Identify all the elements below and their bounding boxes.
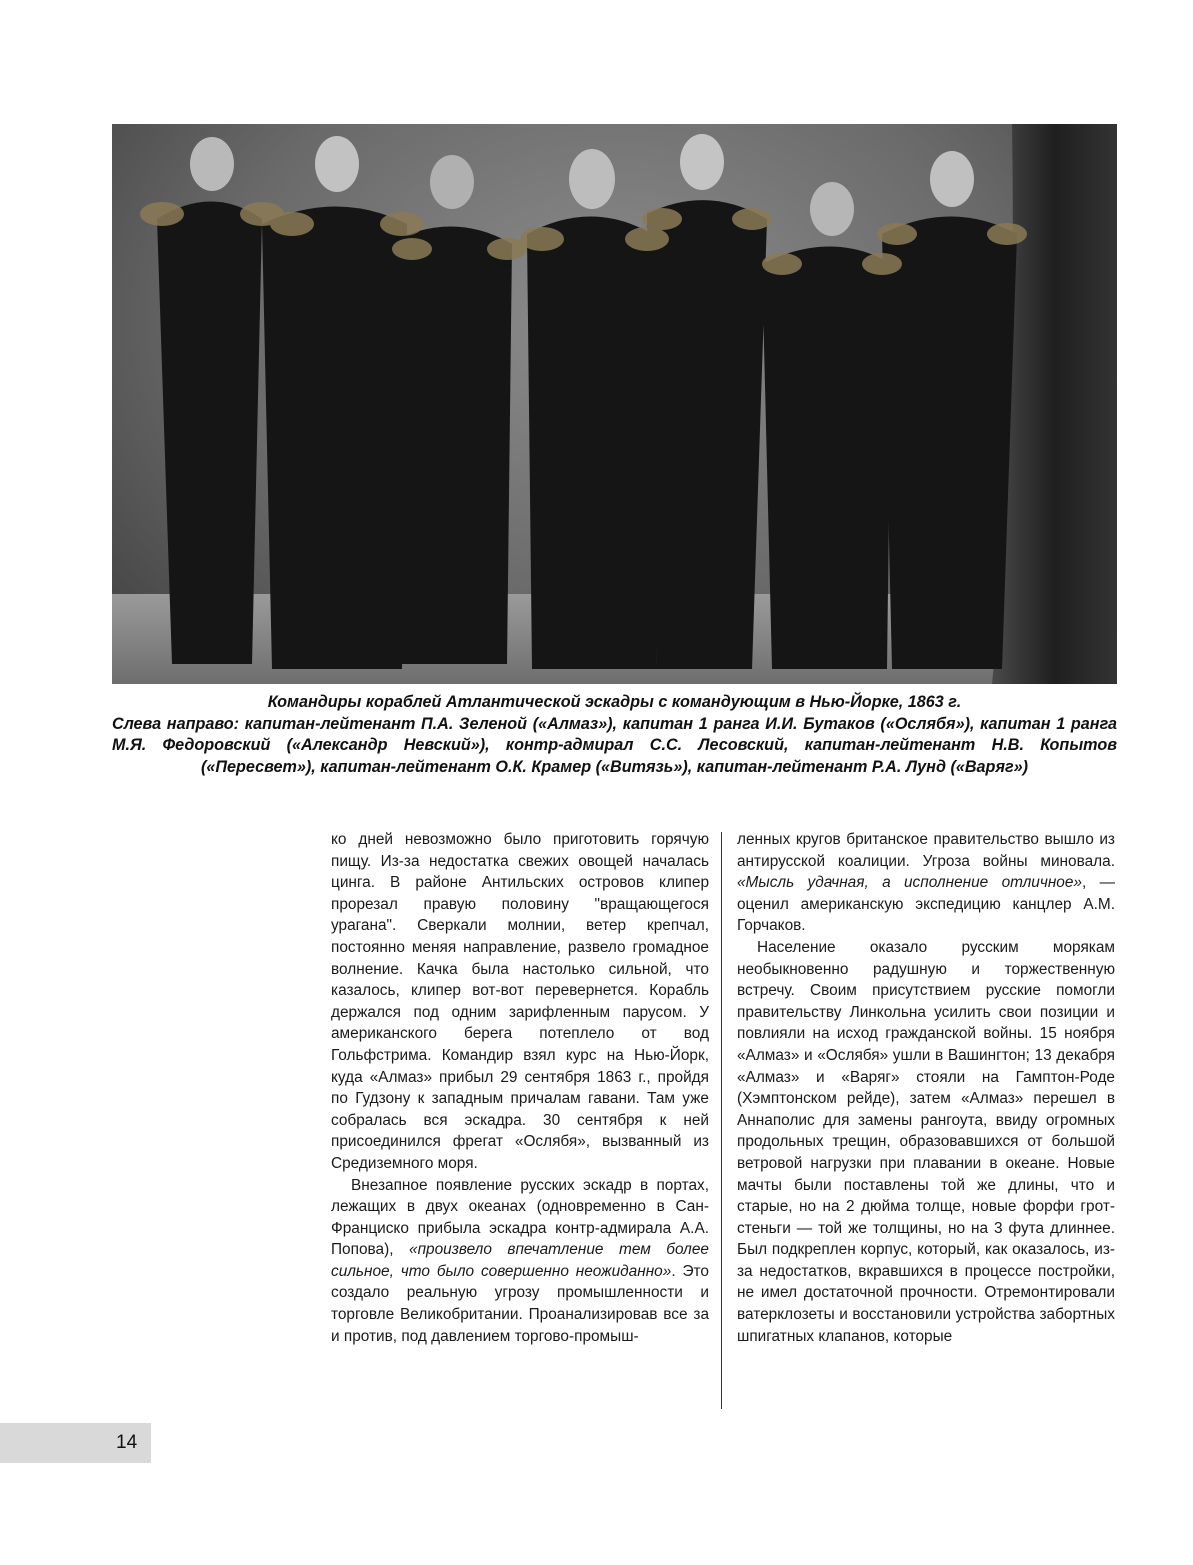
left-p2-end: . Это создало реальную угрозу промышленности и торговле Великобритании. Проанализировав все за и против, под давлением торгово-промыш- <box>331 1262 709 1345</box>
right-p1-start: ленных кругов британское правительство вышло из антирусской коалиции. Угроза войны миновала. <box>737 831 1115 870</box>
right-p1-end: , — оценил американскую экспедицию канцлер А.М. Горчаков. <box>737 874 1115 935</box>
left-p2-start: Внезапное появление русских эскадр в портах, лежащих в двух океанах (одновременно в Сан-Франциско прибыла эскадра контр-адмирала А.А. Попова), <box>331 1176 709 1259</box>
caption-title: Командиры кораблей Атлантической эскадры с командующим в Нью-Йорке, 1863 г. <box>267 693 962 711</box>
caption-body: Слева направо: капитан-лейтенант П.А. Зеленой («Алмаз»), капитан 1 ранга И.И. Бутаков («Ослябя»), капитан 1 ранга М.Я. Федоровский («Александр Невский»), контр-адмирал С.С. Лесовский, капитан-лейтенант Н.В. Копытов («Пересвет»), капитан-лейтенант О.К. Крамер («Витязь»), капитан-лейтенант Р.А. Лунд («Варяг») <box>112 714 1117 776</box>
left-paragraph-1: ко дней невозможно было приготовить горячую пищу. Из-за недостатка свежих овощей началась цинга. В районе Антильских островов клипер прорезал правую половину "вращающегося урагана". Сверкали молнии, ветер крепчал, постоянно меняя направление, развело громадное волнение. Качка была настолько сильной, что казалось, клипер вот-вот перевернется. Корабль держался под одним зарифленным парусом. У американского берега потеплело от вод Гольфстрима. Командир взял курс на Нью-Йорк, куда «Алмаз» прибыл 29 сентября 1863 г., пройдя по Гудзону к западным причалам гавани. Там уже собралась вся эскадра. 30 сентября к ней присоединился фрегат «Ослябя», вызванный из Средиземного моря. <box>331 831 709 1172</box>
right-p1-quote: «Мысль удачная, а исполнение отличное» <box>737 874 1082 892</box>
column-divider <box>721 832 722 1409</box>
right-column <box>737 829 1115 1347</box>
left-column <box>331 829 709 1347</box>
left-paragraph-2 <box>331 1175 709 1348</box>
officers-photo-icon <box>112 124 1117 684</box>
right-paragraph-2: Население оказало русским морякам необыкновенно радушную и торжественную встречу. Своим присутствием русские помогли правительству Линкольна усилить свои позиции и повлияли на исход гражданской войны. 15 ноября «Алмаз» и «Ослябя» ушли в Вашингтон; 13 декабря «Алмаз» и «Варяг» стояли на Гамптон-Роде (Хэмптонском рейде), затем «Алмаз» перешел в Аннаполис для замены рангоута, ввиду огромных продольных трещин, образовавшихся от большой ветровой нагрузки при плавании в океане. Новые мачты были поставлены той же длины, что и старые, но на 2 дюйма толще, новые форфи грот-стеньги — той же толщины, но на 3 фута длиннее. Был подкреплен корпус, который, как оказалось, из-за недостатков, вкравшихся в процессе постройки, не имел достаточной прочности. Отремонтировали ватерклозеты и восстановили устройства забортных шпигатных клапанов, которые <box>737 938 1115 1345</box>
left-p2-quote: «произвело впечатление тем более сильное, что было совершенно неожиданно» <box>331 1241 709 1280</box>
right-paragraph-1 <box>737 829 1115 937</box>
group-photo <box>112 124 1117 684</box>
page-number: 14 <box>116 1432 138 1453</box>
photo-caption <box>112 692 1117 778</box>
